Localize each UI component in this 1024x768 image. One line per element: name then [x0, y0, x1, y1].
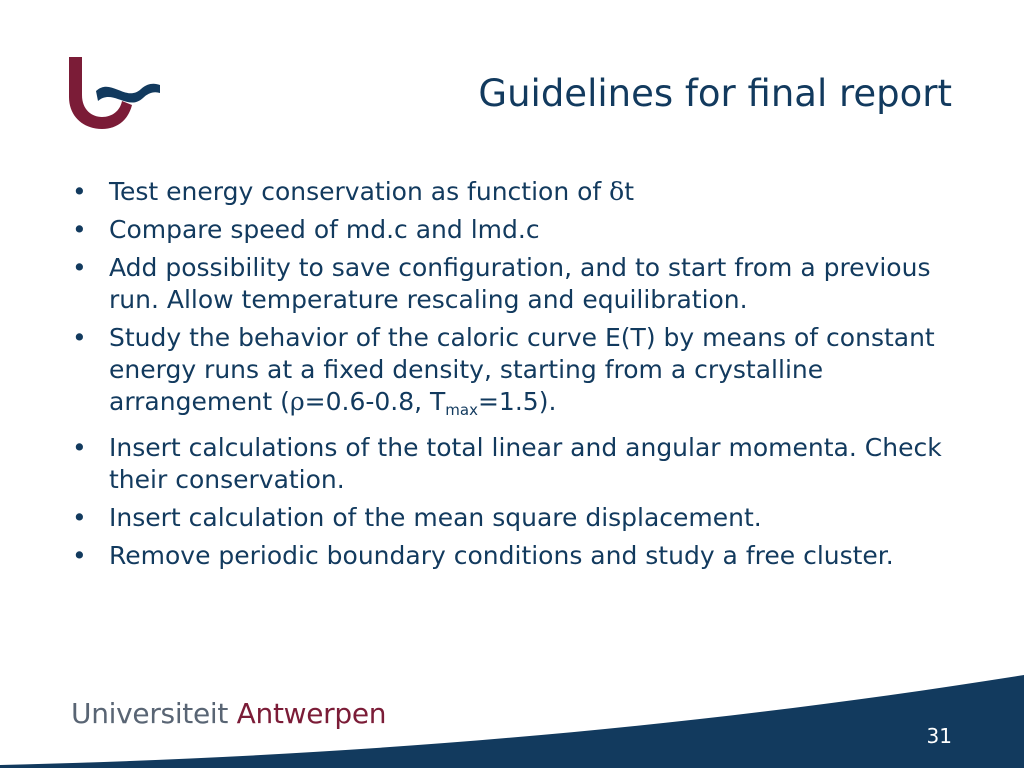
bullet-item: [72, 176, 952, 208]
university-name-part1: Universiteit: [71, 697, 229, 730]
bullet-text: Study the behavior of the caloric curve E(T) by means of constant energy runs at a fixed density, starting from a crystalline arrangement (: [109, 323, 935, 416]
bullet-text: =1.5).: [477, 387, 557, 416]
page-number: 31: [926, 724, 952, 748]
bullet-item: [72, 502, 952, 534]
logo-wave-shape: [96, 84, 160, 103]
university-name: [71, 697, 386, 730]
bullet-item: [72, 252, 952, 316]
bullet-marker: •: [72, 323, 87, 352]
bullet-text: Test energy conservation as function of: [109, 177, 610, 206]
bullet-marker: •: [72, 433, 87, 462]
slide-title: Guidelines for final report: [478, 72, 952, 115]
bullet-list: [72, 176, 952, 578]
bullet-text: Remove periodic boundary conditions and study a free cluster.: [109, 541, 894, 570]
bullet-text: =0.6-0.8, T: [304, 387, 446, 416]
bullet-item: [72, 214, 952, 246]
bullet-marker: •: [72, 503, 87, 532]
bullet-text: Insert calculation of the mean square displacement.: [109, 503, 762, 532]
bullet-marker: •: [72, 177, 87, 206]
bullet-text: Add possibility to save configuration, and to start from a previous run. Allow temperature rescaling and equilibration.: [109, 253, 931, 314]
university-name-part2: Antwerpen: [236, 697, 387, 730]
bullet-item: [72, 540, 952, 572]
bullet-marker: •: [72, 215, 87, 244]
bullet-marker: •: [72, 541, 87, 570]
bullet-item: [72, 432, 952, 496]
delta-symbol: δ: [609, 177, 625, 206]
bullet-marker: •: [72, 253, 87, 282]
bullet-text: Compare speed of md.c and lmd.c: [109, 215, 540, 244]
bullet-item: [72, 322, 952, 426]
subscript-max: max: [445, 401, 478, 419]
bullet-text: Insert calculations of the total linear and angular momenta. Check their conservation.: [109, 433, 942, 494]
rho-symbol: ρ: [289, 387, 305, 416]
bullet-text: t: [624, 177, 635, 206]
university-logo: [66, 55, 164, 129]
